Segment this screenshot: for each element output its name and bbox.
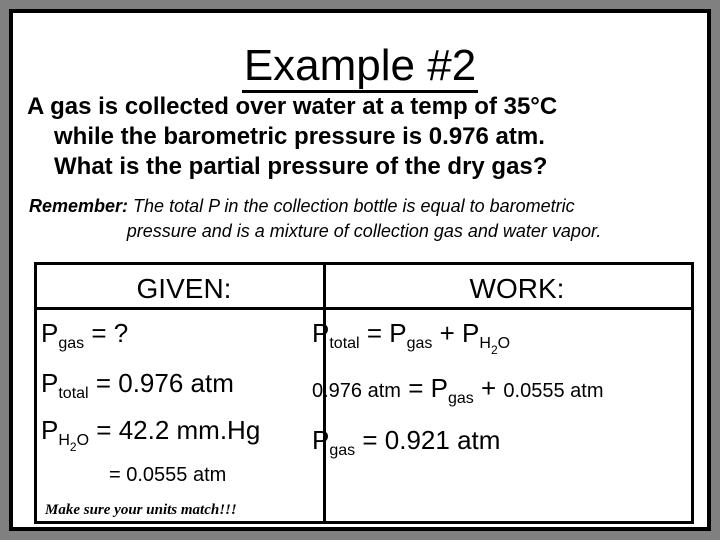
given-converted: = 0.0555 atm xyxy=(109,464,227,486)
work-result: $P_{gas} = 0.921$ atm xyxy=(312,425,501,459)
remember-label: Remember: xyxy=(29,196,129,216)
slide xyxy=(9,9,711,531)
given-ph2o: $P_{H_2O} = 42.2$ mm.Hg xyxy=(41,415,261,454)
slide-title: Example #2 xyxy=(13,41,707,91)
given-ptotal: $P_{total} = 0.976$ atm xyxy=(41,368,234,402)
question-line-1: A gas is collected over water at a temp of 35°C xyxy=(27,93,558,120)
remember-line-2: pressure and is a mixture of collection gas and water vapor. xyxy=(126,221,602,241)
units-note: Make sure your units match!!! xyxy=(45,502,237,518)
work-header: WORK: xyxy=(469,273,565,304)
question-line-2: while the barometric pressure is 0.976 atm. xyxy=(54,123,545,150)
remember-line-1: Remember: The total P in the collection bottle is equal to barometric xyxy=(29,196,575,216)
given-work-table xyxy=(34,262,694,524)
question-line-3: What is the partial pressure of the dry gas? xyxy=(54,153,548,180)
header-divider xyxy=(37,307,691,310)
work-equation: $P_{total} = P_{gas} + P_{H_2O}$ xyxy=(312,318,511,357)
given-pgas: $P_{gas}$ = ? xyxy=(41,318,129,352)
work-substitution: 0.976 atm = $P_{gas} + 0.0555$ atm xyxy=(312,373,604,407)
given-header: GIVEN: xyxy=(136,273,232,304)
